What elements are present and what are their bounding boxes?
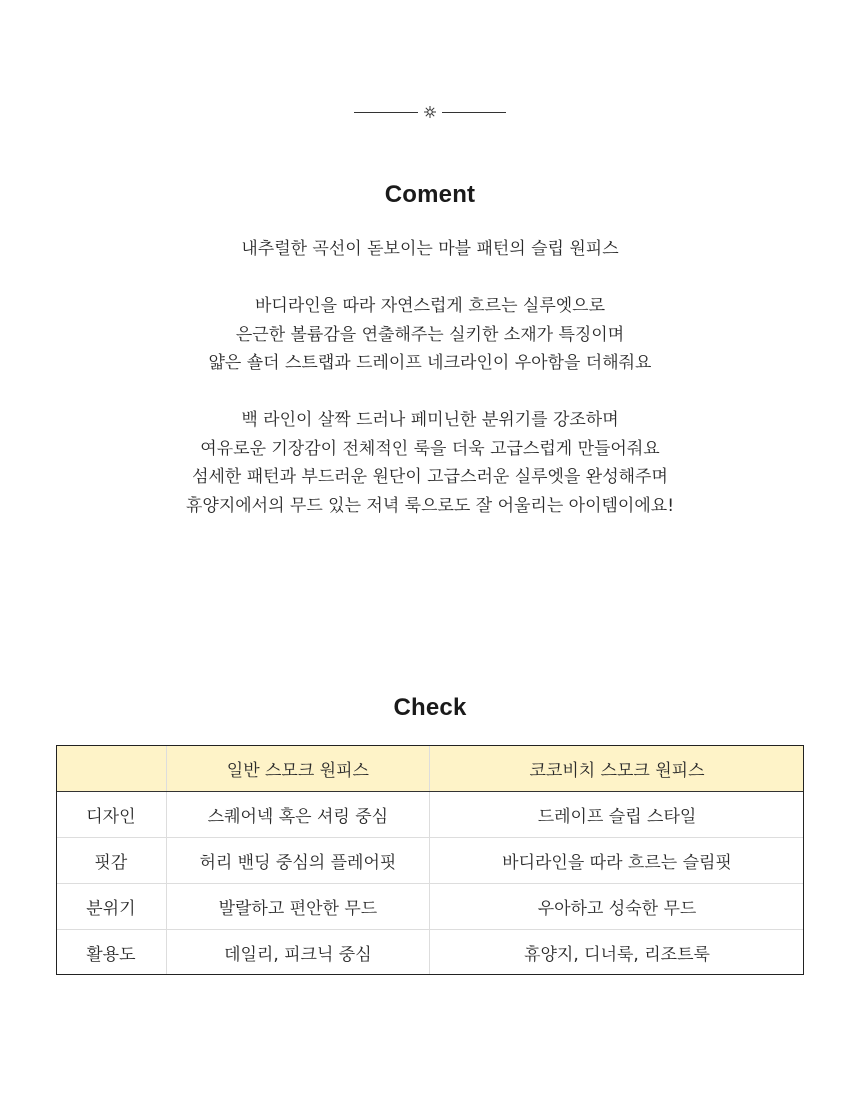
table-cell: 바디라인을 따라 흐르는 슬림핏 — [430, 838, 804, 884]
row-label: 핏감 — [56, 838, 166, 884]
divider-line-right — [442, 112, 506, 113]
comment-line: 내추럴한 곡선이 돋보이는 마블 패턴의 슬립 원피스 — [241, 239, 619, 259]
comment-paragraph — [0, 235, 860, 264]
sparkle-icon — [422, 104, 438, 120]
row-label: 분위기 — [56, 884, 166, 930]
table-cell: 휴양지, 디너룩, 리조트룩 — [524, 945, 710, 965]
comment-line: 바디라인을 따라 자연스럽게 흐르는 실루엣으로 — [254, 296, 606, 316]
comment-line: 섬세한 패턴과 부드러운 원단이 고급스러운 실루엣을 완성해주며 — [192, 467, 668, 487]
table-cell: 데일리, 피크닉 중심 — [166, 930, 429, 976]
table-row — [56, 930, 804, 976]
divider-line-left — [354, 112, 418, 113]
comment-line: 백 라인이 살짝 드러나 페미닌한 분위기를 강조하며 — [241, 410, 619, 430]
section-divider — [0, 103, 860, 121]
comparison-table — [56, 745, 804, 975]
comment-line: 휴양지에서의 무드 있는 저녁 룩으로도 잘 어울리는 아이템이에요! — [185, 495, 675, 516]
table-cell: 드레이프 슬립 스타일 — [430, 792, 804, 838]
header-cell-cocobeach: 코코비치 스모크 원피스 — [430, 745, 804, 792]
comment-title: Coment — [384, 181, 476, 208]
table-cell: 발랄하고 편안한 무드 — [166, 884, 429, 930]
comment-paragraph — [0, 406, 860, 520]
row-label: 디자인 — [56, 792, 166, 838]
table-cell: 우아하고 성숙한 무드 — [430, 884, 804, 930]
comment-line: 은근한 볼륨감을 연출해주는 실키한 소재가 특징이며 — [235, 324, 625, 345]
comment-paragraph — [0, 292, 860, 378]
header-cell-regular: 일반 스모크 원피스 — [166, 745, 429, 792]
table-row — [56, 792, 804, 838]
table-cell: 허리 밴딩 중심의 플레어핏 — [166, 838, 429, 884]
header-cell-empty — [56, 745, 166, 792]
table-header-row — [56, 745, 804, 792]
comment-line: 여유로운 기장감이 전체적인 룩을 더욱 고급스럽게 만들어줘요 — [200, 438, 660, 459]
row-label: 활용도 — [56, 930, 166, 976]
comment-line: 얇은 숄더 스트랩과 드레이프 네크라인이 우아함을 더해줘요 — [208, 353, 652, 373]
table-row — [56, 838, 804, 884]
comment-body — [0, 235, 860, 520]
table-row — [56, 884, 804, 930]
table-cell: 스퀘어넥 혹은 셔링 중심 — [166, 792, 429, 838]
check-title: Check — [393, 694, 467, 721]
